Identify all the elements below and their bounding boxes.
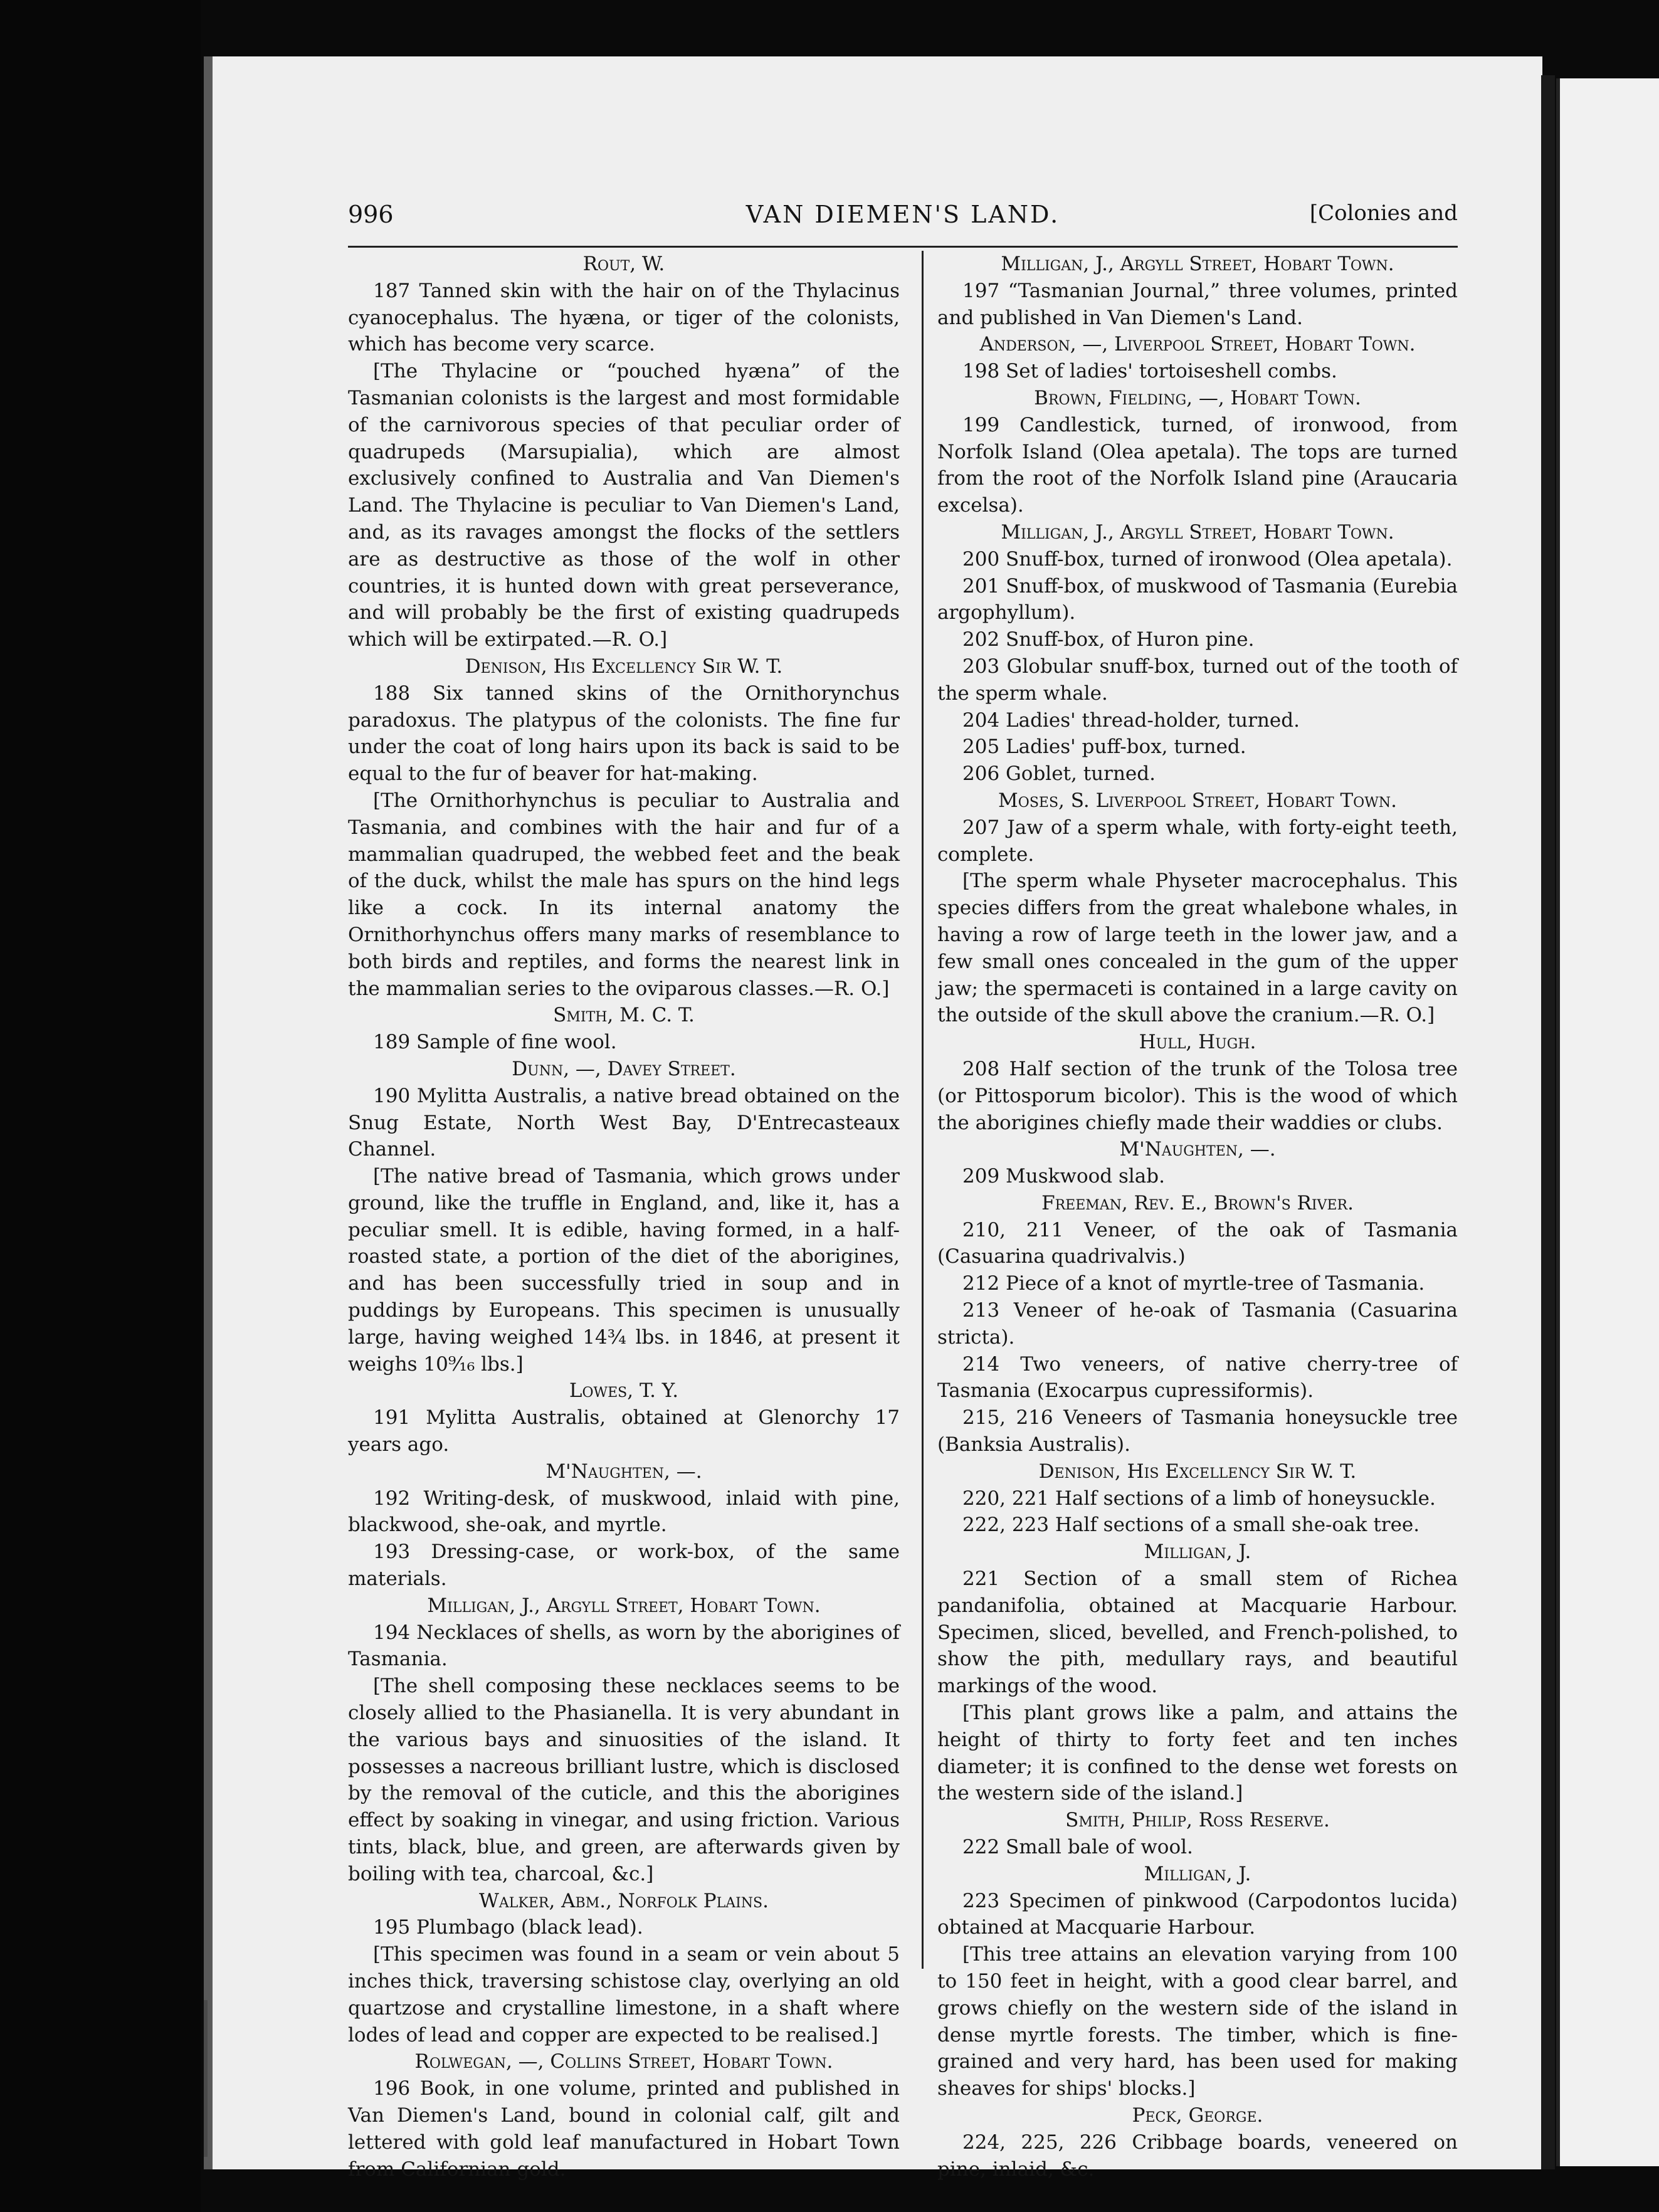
entry-paragraph: 222, 223 Half sections of a small she-oak tree. xyxy=(962,1514,1420,1537)
entry-paragraph: 188 Six tanned skins of the Ornithorynchus paradoxus. The platypus of the colonists. The fine fur under the coat of long hairs upon its back is said to be equal to the fur of beaver for hat-making. xyxy=(348,682,900,786)
exhibitor-heading: M'Naughten, —. xyxy=(545,1460,702,1483)
entry-paragraph: 204 Ladies' thread-holder, turned. xyxy=(962,708,1300,732)
column-divider xyxy=(922,251,924,1969)
book-spine-shadow xyxy=(0,0,201,2212)
entry-paragraph: 210, 211 Veneer, of the oak of Tasmania (Casuarina quadrivalvis.) xyxy=(937,1218,1458,1268)
left-column xyxy=(348,251,900,2183)
page-number: 996 xyxy=(348,201,394,228)
exhibitor-heading: Peck, George. xyxy=(1132,2104,1263,2127)
entry-paragraph: 221 Section of a small stem of Richea pandanifolia, obtained at Macquarie Harbour. Specimen, sliced, bevelled, and French-polished, to show the pith, medullary rays, and beautiful markings of the wood. xyxy=(937,1567,1458,1698)
entry-paragraph: [The Ornithorhynchus is peculiar to Australia and Tasmania, and combines with the hair and fur of a mammalian quadruped, the webbed feet and the beak of the duck, whilst the male has spurs on the hind legs like a cock. In its internal anatomy the Ornithorhynchus offers many marks of resemblance to both birds and reptiles, and forms the nearest link in the mammalian series to the oviparous classes.—R. O.] xyxy=(348,789,900,1000)
entry-paragraph: 209 Muskwood slab. xyxy=(962,1165,1165,1188)
entry-paragraph: 205 Ladies' puff-box, turned. xyxy=(962,735,1246,759)
entry-paragraph: 222 Small bale of wool. xyxy=(962,1836,1193,1859)
entry-paragraph: 212 Piece of a knot of myrtle-tree of Tasmania. xyxy=(962,1272,1425,1295)
entry-paragraph: 197 “Tasmanian Journal,” three volumes, printed and published in Van Diemen's Land. xyxy=(937,279,1458,329)
entry-paragraph: 201 Snuff-box, of muskwood of Tasmania (Eurebia argophyllum). xyxy=(937,574,1458,624)
exhibitor-heading: Moses, S. Liverpool Street, Hobart Town. xyxy=(998,789,1397,812)
entry-paragraph: 224, 225, 226 Cribbage boards, veneered on pine, inlaid, &c. xyxy=(937,2130,1458,2181)
entry-paragraph: 189 Sample of fine wool. xyxy=(373,1031,617,1054)
exhibitor-heading: Lowes, T. Y. xyxy=(569,1379,679,1403)
entry-paragraph: 191 Mylitta Australis, obtained at Glenorchy 17 years ago. xyxy=(348,1406,900,1456)
entry-paragraph: 200 Snuff-box, turned of ironwood (Olea apetala). xyxy=(962,547,1453,571)
exhibitor-heading: Rolwegan, —, Collins Street, Hobart Town. xyxy=(414,2050,833,2073)
right-column xyxy=(937,251,1458,2183)
entry-paragraph: 215, 216 Veneers of Tasmania honeysuckle tree (Banksia Australis). xyxy=(937,1406,1458,1456)
page-binding-edge xyxy=(204,2000,208,2157)
adjacent-page-edge xyxy=(1556,78,1659,2166)
entry-paragraph: 193 Dressing-case, or work-box, of the same materials. xyxy=(348,1540,900,1591)
entry-paragraph: 202 Snuff-box, of Huron pine. xyxy=(962,628,1255,651)
entry-paragraph: 223 Specimen of pinkwood (Carpodontos lucida) obtained at Macquarie Harbour. xyxy=(937,1889,1458,1939)
exhibitor-heading: Milligan, J., Argyll Street, Hobart Town. xyxy=(1001,253,1394,275)
exhibitor-heading: Smith, M. C. T. xyxy=(553,1004,695,1027)
entry-paragraph: [This plant grows like a palm, and attains the height of thirty to forty feet and ten inches diameter; it is confined to the dense wet forests on the western side of the island.] xyxy=(937,1702,1458,1805)
entry-paragraph: [This tree attains an elevation varying from 100 to 150 feet in height, with a good clear barrel, and grows chiefly on the western side of the island in dense myrtle forests. The timber, which is fine-grained and very hard, has been used for making sheaves for ships' blocks.] xyxy=(937,1943,1458,2100)
entry-paragraph: 214 Two veneers, of native cherry-tree of Tasmania (Exocarpus cupressiformis). xyxy=(937,1352,1458,1403)
entry-paragraph: [This specimen was found in a seam or vein about 5 inches thick, traversing schistose clay, overlying an old quartzose and crystalline limestone, in a shaft where lodes of lead and copper are expected to be realised.] xyxy=(348,1943,900,2046)
entry-paragraph: 190 Mylitta Australis, a native bread obtained on the Snug Estate, North West Bay, D'Entrecasteaux Channel. xyxy=(348,1084,900,1161)
entry-paragraph: 208 Half section of the trunk of the Tolosa tree (or Pittosporum bicolor). This is the wood of which the aborigines chiefly made their waddies or clubs. xyxy=(937,1057,1458,1134)
entry-paragraph: [The native bread of Tasmania, which grows under ground, like the truffle in England, and, like it, has a peculiar smell. It is edible, having formed, in a half-roasted state, a portion of the diet of the aborigines, and has been successfully tried in soup and in puddings by Europeans. This specimen is unusually large, having weighed 14¾ lbs. in 1846, at present it weighs 10⁹⁄₁₆ lbs.] xyxy=(348,1165,900,1376)
exhibitor-heading: Freeman, Rev. E., Brown's River. xyxy=(1041,1191,1354,1214)
exhibitor-heading: Milligan, J. xyxy=(1144,1540,1251,1564)
entry-paragraph: 213 Veneer of he-oak of Tasmania (Casuarina stricta). xyxy=(937,1299,1458,1349)
entry-paragraph: 203 Globular snuff-box, turned out of the tooth of the sperm whale. xyxy=(937,655,1458,705)
entry-paragraph: 207 Jaw of a sperm whale, with forty-eight teeth, complete. xyxy=(937,816,1458,866)
exhibitor-heading: Anderson, —, Liverpool Street, Hobart Town. xyxy=(979,333,1416,356)
page-gutter xyxy=(1541,75,1555,2169)
exhibitor-heading: Dunn, —, Davey Street. xyxy=(512,1057,736,1080)
exhibitor-heading: Brown, Fielding, —, Hobart Town. xyxy=(1034,386,1361,409)
exhibitor-heading: Milligan, J. xyxy=(1144,1862,1251,1885)
entry-paragraph: 187 Tanned skin with the hair on of the Thylacinus cyanocephalus. The hyæna, or tiger of the colonists, which has become very scarce. xyxy=(348,279,900,356)
entry-paragraph: 220, 221 Half sections of a limb of honeysuckle. xyxy=(962,1487,1436,1510)
exhibitor-heading: Smith, Philip, Ross Reserve. xyxy=(1065,1809,1330,1832)
entry-paragraph: 198 Set of ladies' tortoiseshell combs. xyxy=(962,360,1337,383)
page-title: VAN DIEMEN'S LAND. xyxy=(745,201,1060,228)
entry-paragraph: 195 Plumbago (black lead). xyxy=(373,1916,643,1939)
section-title: [Colonies and xyxy=(1309,201,1458,226)
exhibitor-heading: M'Naughten, —. xyxy=(1119,1138,1276,1161)
exhibitor-heading: Walker, Abm., Norfolk Plains. xyxy=(479,1889,769,1912)
entry-paragraph: [The shell composing these necklaces seems to be closely allied to the Phasianella. It is very abundant in the various bays and sinuosities of the island. It possesses a nacreous brilliant lustre, which is disclosed by the removal of the cuticle, and this the aborigines effect by soaking in vinegar, and using friction. Various tints, black, blue, and green, are afterwards given by boiling with tea, charcoal, &c.] xyxy=(348,1675,900,1885)
entry-paragraph: [The sperm whale Physeter macrocephalus. This species differs from the great whalebone whales, in having a row of large teeth in the lower jaw, and a few small ones concealed in the gum of the upper jaw; the spermaceti is contained in a large cavity on the outside of the skull above the cranium.—R. O.] xyxy=(937,870,1458,1027)
entry-paragraph: 206 Goblet, turned. xyxy=(962,762,1156,786)
exhibitor-heading: Denison, His Excellency Sir W. T. xyxy=(1038,1460,1357,1483)
running-header xyxy=(348,201,1458,238)
exhibitor-heading: Denison, His Excellency Sir W. T. xyxy=(465,655,783,678)
entry-paragraph: 199 Candlestick, turned, of ironwood, from Norfolk Island (Olea apetala). The tops are turned from the root of the Norfolk Island pine (Araucaria excelsa). xyxy=(937,413,1458,517)
header-rule xyxy=(348,246,1458,248)
exhibitor-heading: Rout, W. xyxy=(582,253,665,275)
entry-paragraph: 192 Writing-desk, of muskwood, inlaid with pine, blackwood, she-oak, and myrtle. xyxy=(348,1487,900,1537)
entry-paragraph: 196 Book, in one volume, printed and published in Van Diemen's Land, bound in colonial calf, gilt and lettered with gold leaf manufactured in Hobart Town from Californian gold. xyxy=(348,2077,900,2181)
exhibitor-heading: Milligan, J., Argyll Street, Hobart Town. xyxy=(427,1594,821,1617)
entry-paragraph: [The Thylacine or “pouched hyæna” of the Tasmanian colonists is the largest and most formidable of the carnivorous species of that peculiar order of quadrupeds (Marsupialia), which are almost exclusively confined to Australia and Van Diemen's Land. The Thylacine is peculiar to Van Diemen's Land, and, as its ravages amongst the flocks of the settlers are as destructive as those of the wolf in other countries, it is hunted down with great perseverance, and will probably be the first of existing quadrupeds which will be extirpated.—R. O.] xyxy=(348,360,900,651)
exhibitor-heading: Milligan, J., Argyll Street, Hobart Town. xyxy=(1001,520,1394,544)
exhibitor-heading: Hull, Hugh. xyxy=(1139,1031,1256,1054)
entry-paragraph: 194 Necklaces of shells, as worn by the aborigines of Tasmania. xyxy=(348,1621,900,1671)
